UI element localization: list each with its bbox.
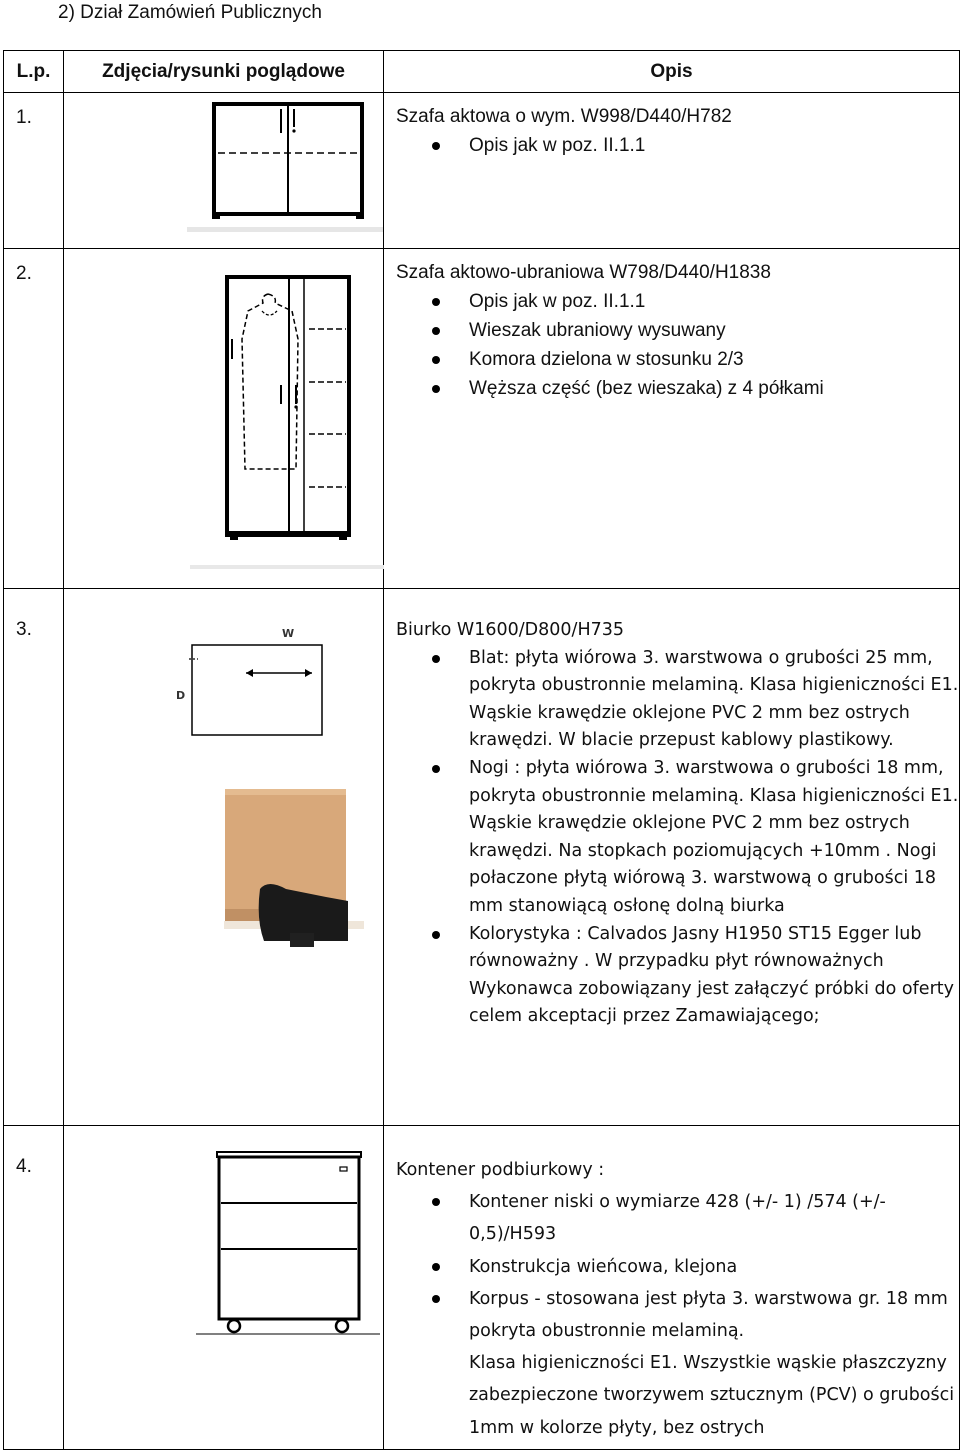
bullet-list <box>396 1186 959 1347</box>
row-number: 4. <box>4 1126 64 1450</box>
table-row <box>4 93 960 249</box>
description-cell <box>384 93 960 249</box>
list-item: Opis jak w poz. II.1.1 <box>396 287 959 316</box>
list-item: Nogi : płyta wiórowa 3. warstwowa o grubości 18 mm, pokryta obustronnie melaminą. Klasa higieniczności E1. Wąskie krawędzie oklejone PVC 2 mm bez ostrych krawędzi. Na stopkach poziomujących +10mm . Nogi połaczone płytą wiórową 3. warstwową o grubości 18 mm stanowiącą osłonę dolną biurka <box>396 755 959 921</box>
list-item: Opis jak w poz. II.1.1 <box>396 131 959 160</box>
item-title: Biurko W1600/D800/H735 <box>396 620 625 640</box>
image-cell <box>64 93 384 249</box>
width-label: W <box>282 627 295 640</box>
description-cell <box>384 1126 960 1450</box>
list-item: Komora dzielona w stosunku 2/3 <box>396 345 959 374</box>
list-item: Kolorystyka : Calvados Jasny H1950 ST15 Egger lub równoważny . W przypadku płyt równoważnych Wykonawca zobowiązany jest załączyć próbki do oferty celem akceptacji przez Zamawiającego; <box>396 921 959 1031</box>
list-item: Węższa część (bez wieszaka) z 4 półkami <box>396 374 959 403</box>
item-title: Szafa aktowo-ubraniowa W798/D440/H1838 <box>396 262 771 283</box>
wardrobe-drawing <box>64 249 384 583</box>
table-header-row <box>4 51 960 93</box>
list-item: Kontener niski o wymiarze 428 (+/- 1) /574 (+/- 0,5)/H593 <box>396 1186 959 1250</box>
bullet-list <box>396 287 959 403</box>
item-title: Kontener podbiurkowy : <box>396 1160 605 1180</box>
header-lp: L.p. <box>4 51 64 93</box>
description-cell <box>384 589 960 1126</box>
bullet-list <box>396 131 959 160</box>
desk-drawing <box>64 589 384 1120</box>
list-item: Wieszak ubraniowy wysuwany <box>396 316 959 345</box>
depth-label: D <box>176 689 186 702</box>
list-item: Korpus - stosowana jest płyta 3. warstwowa gr. 18 mm pokryta obustronnie melaminą. <box>396 1283 959 1347</box>
drawer-container-drawing <box>64 1126 384 1444</box>
table-row <box>4 589 960 1126</box>
row-number: 1. <box>4 93 64 249</box>
bullet-list <box>396 645 959 1031</box>
table-row <box>4 249 960 589</box>
row-number: 2. <box>4 249 64 589</box>
image-cell <box>64 1126 384 1450</box>
item-title: Szafa aktowa o wym. W998/D440/H782 <box>396 106 732 127</box>
image-cell <box>64 249 384 589</box>
image-cell <box>64 589 384 1126</box>
filing-cabinet-drawing <box>64 93 384 243</box>
list-item: Blat: płyta wiórowa 3. warstwowa o grubości 25 mm, pokryta obustronnie melaminą. Klasa higieniczności E1. Wąskie krawędzie oklejone PVC 2 mm bez ostrych krawędzi. W blacie przepust kablowy plastikowy. <box>396 645 959 755</box>
section-heading: 2) Dział Zamówień Publicznych <box>58 2 322 23</box>
continuation-text: Klasa higieniczności E1. Wszystkie wąskie płaszczyzny zabezpieczone tworzywem sztucznym (PCV) o grubości 1mm w kolorze płyty, bez ostrych <box>469 1353 955 1438</box>
table-row <box>4 1126 960 1450</box>
description-cell <box>384 249 960 589</box>
header-desc: Opis <box>384 51 960 93</box>
row-number: 3. <box>4 589 64 1126</box>
header-images: Zdjęcia/rysunki poglądowe <box>64 51 384 93</box>
specification-table <box>3 50 960 1450</box>
list-item: Konstrukcja wieńcowa, klejona <box>396 1251 959 1283</box>
